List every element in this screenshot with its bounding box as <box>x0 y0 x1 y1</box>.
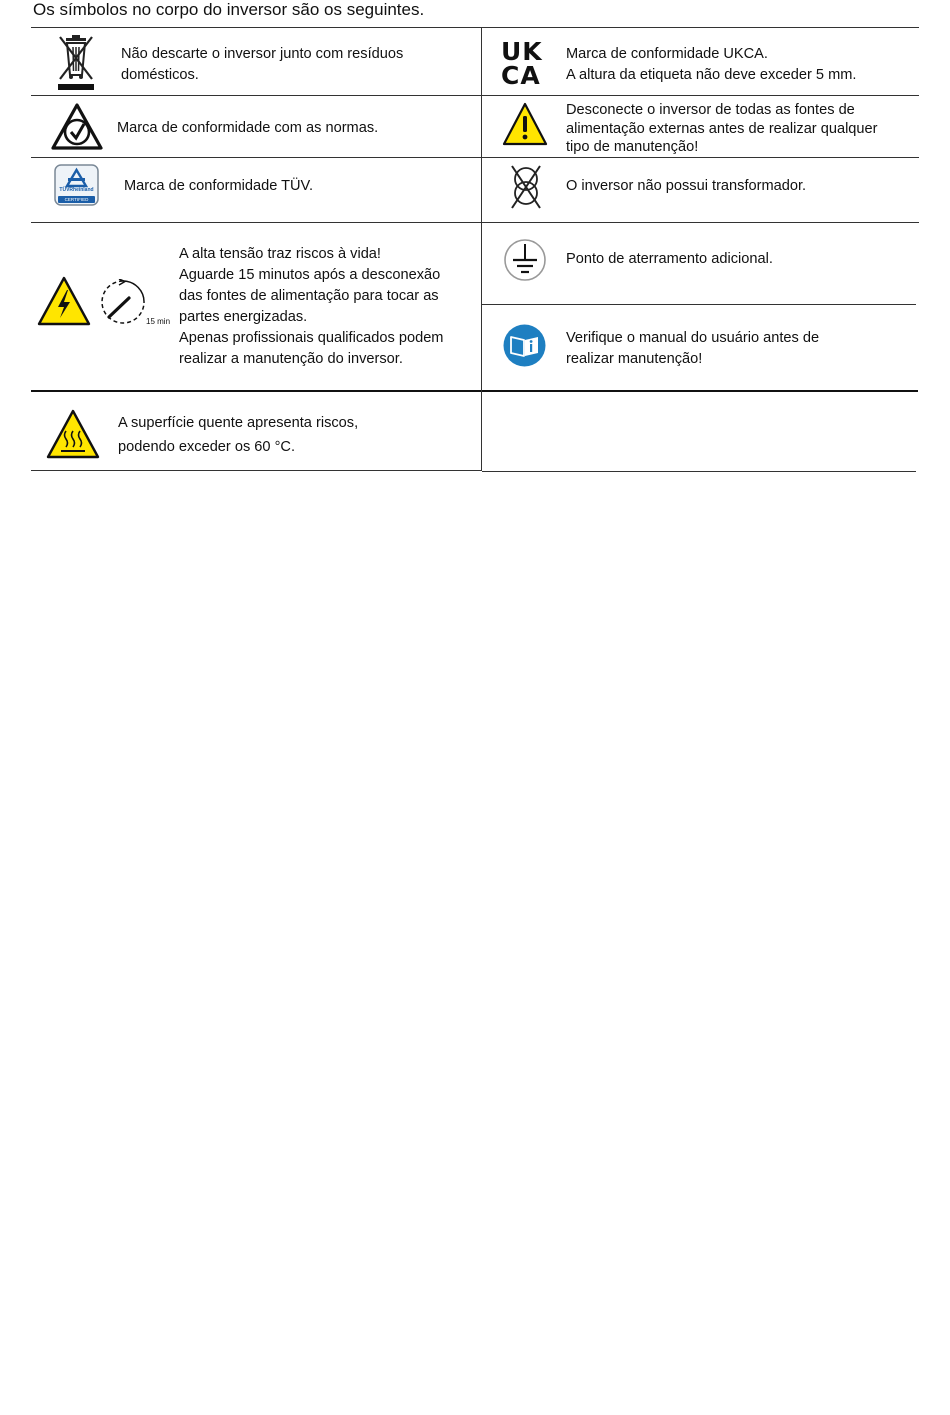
table-border-bottom <box>31 470 482 471</box>
rcm-line: Marca de conformidade com as normas. <box>117 120 379 136</box>
grounding-line: Ponto de aterramento adicional. <box>566 251 773 267</box>
weee-description <box>121 44 403 86</box>
rcm-mark-icon <box>50 102 104 152</box>
grounding-description <box>566 249 773 270</box>
manual-line: Verifique o manual do usuário antes de <box>566 330 820 346</box>
disconnect-description <box>566 101 878 157</box>
intro-text: Os símbolos no corpo do inversor são os seguintes. <box>33 0 425 19</box>
high-voltage-line: das fontes de alimentação para tocar as <box>179 288 439 304</box>
high-voltage-line: partes energizadas. <box>179 309 308 325</box>
disconnect-line: Desconecte o inversor de todas as fontes de <box>566 102 855 118</box>
ground-point-icon <box>503 238 547 282</box>
weee-line: Não descarte o inversor junto com resíduos <box>121 46 404 62</box>
ukca-mark-icon <box>501 37 549 90</box>
hot-surface-line: A superfície quente apresenta riscos, <box>118 415 359 431</box>
manual-description <box>566 328 819 370</box>
ukca-mark-top: UK <box>501 37 543 66</box>
manual-line: realizar manutenção! <box>566 351 703 367</box>
disconnect-line: tipo de manutenção! <box>566 139 699 155</box>
warning-exclamation-icon <box>502 102 548 146</box>
table-row-divider <box>31 95 919 96</box>
high-voltage-warning-icon <box>37 276 91 326</box>
table-row-divider <box>31 157 919 158</box>
high-voltage-description <box>179 244 443 370</box>
crossed-out-bin-icon <box>55 33 97 91</box>
high-voltage-line: Apenas profissionais qualificados podem <box>179 330 444 346</box>
tuv-description <box>124 176 313 197</box>
table-border-bottom <box>482 471 916 472</box>
tuv-badge-name: TÜVRheinland <box>59 187 94 193</box>
hot-surface-line: podendo exceder os 60 °C. <box>118 439 296 455</box>
high-voltage-line: realizar a manutenção do inversor. <box>179 351 403 367</box>
timer-label: 15 min <box>146 317 171 326</box>
ukca-mark-bottom: CA <box>501 61 541 90</box>
crossed-transformer-icon <box>508 163 544 211</box>
transformerless-description <box>566 176 806 197</box>
tuv-badge-cert: CERTIFIED <box>64 197 89 202</box>
tuv-rheinland-certified-icon <box>54 164 99 206</box>
timer-15min-icon <box>99 279 171 327</box>
transformerless-line: O inversor não possui transformador. <box>566 178 807 194</box>
table-row-divider <box>482 304 916 305</box>
table-column-divider <box>481 27 482 471</box>
high-voltage-line: A alta tensão traz riscos à vida! <box>179 246 381 262</box>
hot-surface-warning-icon <box>46 409 100 459</box>
table-row-divider <box>31 222 919 223</box>
read-manual-icon <box>503 324 546 367</box>
rcm-description <box>117 118 378 139</box>
ukca-description <box>566 44 856 86</box>
table-row-divider <box>31 390 918 392</box>
table-border-top <box>31 27 919 28</box>
disconnect-line: alimentação externas antes de realizar qualquer <box>566 120 878 137</box>
tuv-line: Marca de conformidade TÜV. <box>124 178 314 194</box>
weee-line: domésticos. <box>121 67 199 83</box>
ukca-line: A altura da etiqueta não deve exceder 5 mm. <box>566 67 857 83</box>
high-voltage-line: Aguarde 15 minutos após a desconexão <box>179 267 441 283</box>
hot-surface-description <box>118 411 358 459</box>
ukca-line: Marca de conformidade UKCA. <box>566 46 768 62</box>
